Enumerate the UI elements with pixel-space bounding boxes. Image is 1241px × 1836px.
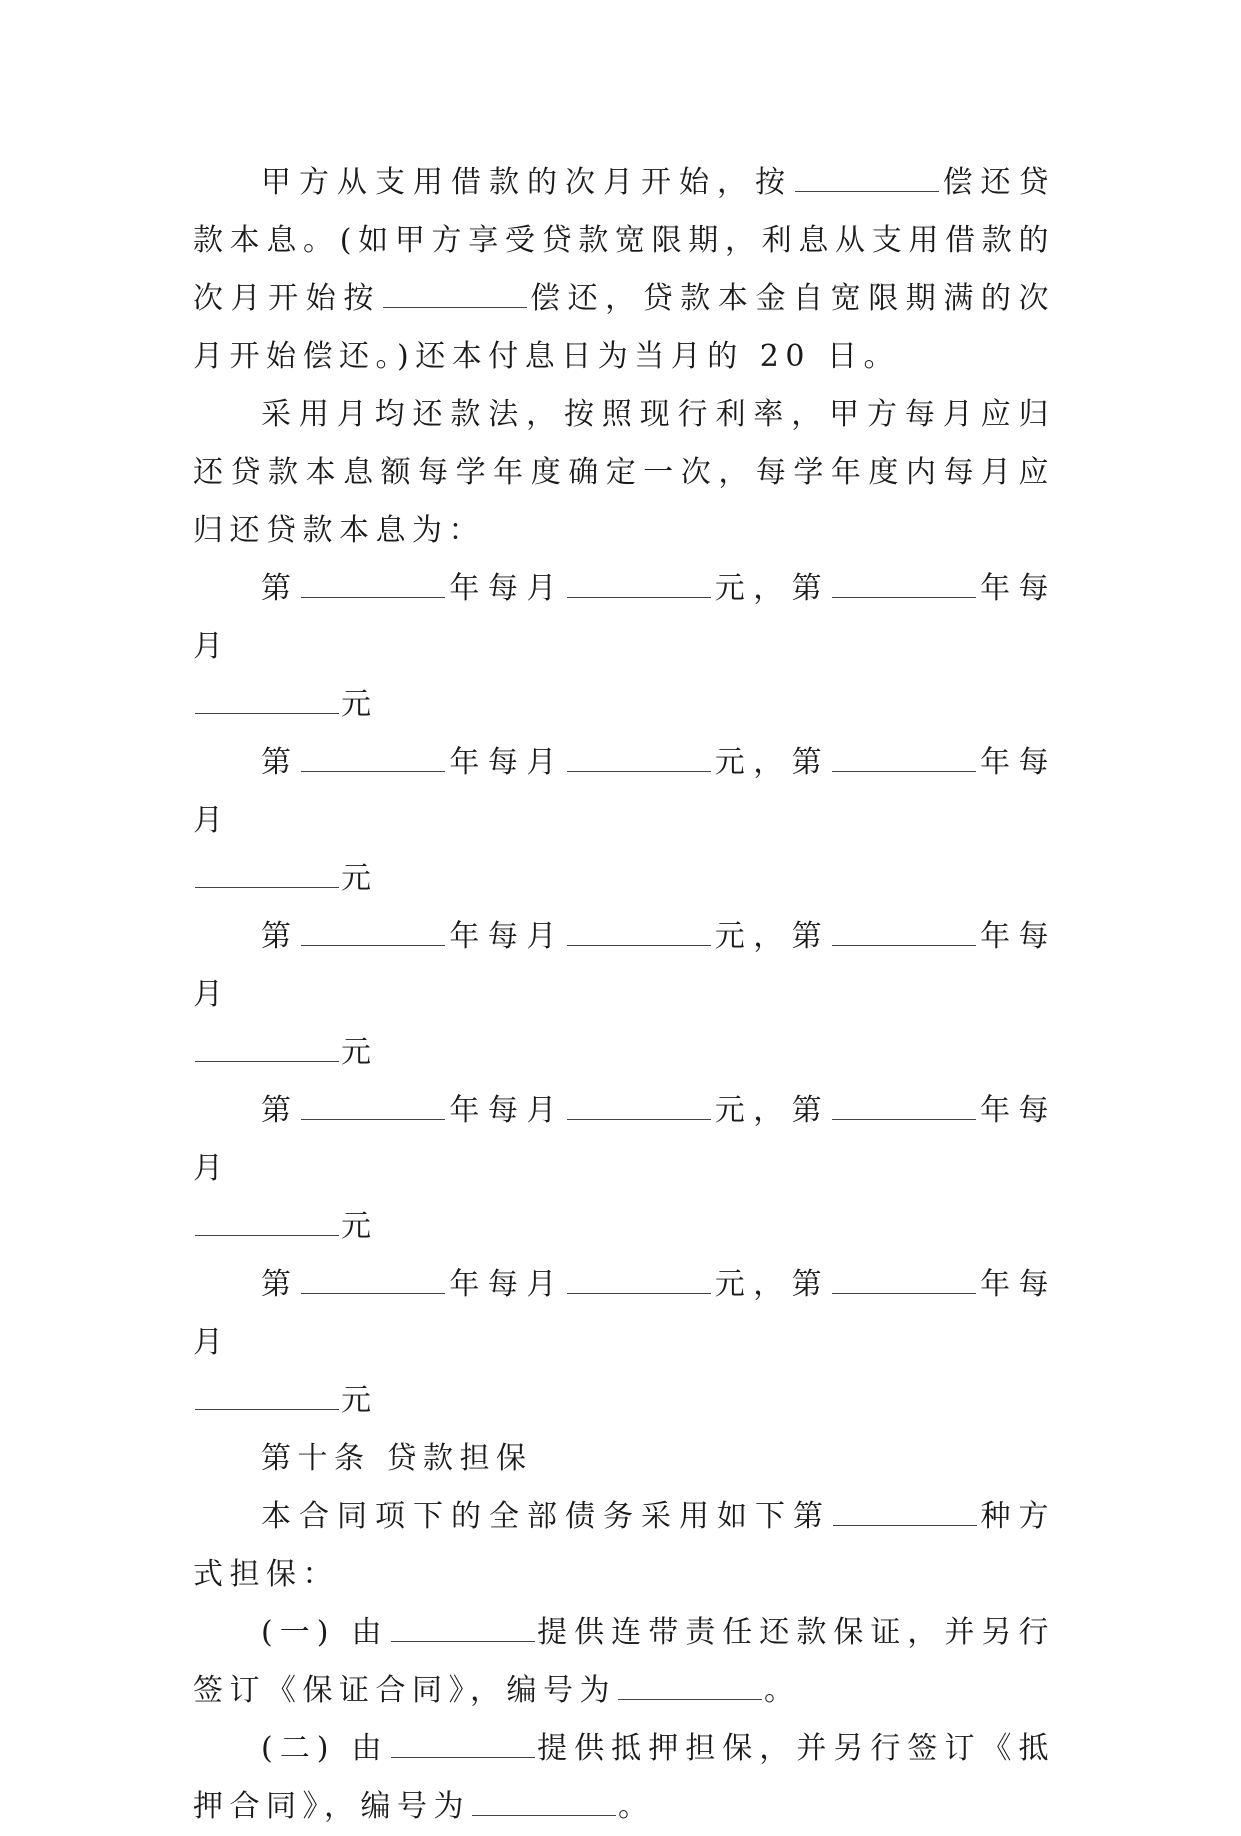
text: 提供抵押担保，并另行签订《抵押合同》，编号为	[193, 1731, 1056, 1824]
blank-field[interactable]	[195, 863, 339, 888]
text: 第	[261, 1267, 300, 1302]
text: 年每月	[447, 1267, 565, 1302]
text: 年每月	[447, 919, 565, 954]
text: 年每月	[447, 1093, 565, 1128]
blank-field[interactable]	[301, 921, 445, 946]
text: 第	[791, 571, 831, 606]
text: 元	[341, 1035, 378, 1070]
blank-field[interactable]	[832, 1095, 976, 1120]
blank-field[interactable]	[301, 1095, 445, 1120]
guarantee-item-1	[193, 1604, 1055, 1720]
payment-line-cont	[193, 676, 1055, 734]
text: 元	[341, 1383, 378, 1418]
blank-field[interactable]	[195, 689, 339, 714]
blank-field[interactable]	[383, 283, 527, 308]
text: 第	[791, 1093, 831, 1128]
blank-field[interactable]	[301, 747, 445, 772]
text: 年每月	[193, 1267, 1056, 1360]
blank-field[interactable]	[832, 1269, 976, 1294]
text: 第	[261, 745, 300, 780]
text: 元	[341, 1209, 378, 1244]
payment-row-4	[193, 1082, 1055, 1256]
text: 年每月	[193, 571, 1056, 664]
blank-field[interactable]	[195, 1385, 339, 1410]
guarantee-item-2	[193, 1720, 1055, 1836]
monthly-payment-paragraph: 采用月均还款法，按照现行利率，甲方每月应归还贷款本息额每学年度确定一次，每学年度内每月应归还贷款本息为：	[193, 397, 1055, 548]
repayment-schedule-paragraph	[193, 154, 1055, 386]
text: 年每月	[193, 919, 1056, 1012]
blank-field[interactable]	[391, 1617, 535, 1642]
article-10-title: 第十条 贷款担保	[261, 1441, 533, 1476]
text: 第	[261, 571, 300, 606]
text: 年每月	[193, 745, 1056, 838]
blank-field[interactable]	[195, 1037, 339, 1062]
text: (一) 由	[261, 1615, 389, 1650]
text: 第	[261, 1093, 300, 1128]
blank-field[interactable]	[832, 921, 976, 946]
text: 甲方从支用借款的次月开始，按	[261, 165, 793, 200]
blank-field[interactable]	[567, 573, 711, 598]
text: 年每月	[447, 571, 565, 606]
text: 偿还贷款本息。(如甲方享受贷款宽限期，利息从支用借款的次月开始按	[193, 165, 1055, 316]
payment-line	[193, 1082, 1055, 1198]
payment-line	[193, 908, 1055, 1024]
payment-row-5	[193, 1256, 1055, 1430]
text: 本合同项下的全部债务采用如下第	[261, 1499, 831, 1534]
blank-field[interactable]	[567, 1095, 711, 1120]
text: 第	[791, 1267, 831, 1302]
payment-line	[193, 734, 1055, 850]
text: (二) 由	[261, 1731, 389, 1766]
blank-field[interactable]	[567, 1269, 711, 1294]
text: 元，	[712, 1267, 792, 1302]
text: 元，	[712, 919, 792, 954]
payment-line-cont	[193, 1372, 1055, 1430]
text: 。	[764, 1673, 801, 1708]
payment-line-cont	[193, 850, 1055, 908]
blank-field[interactable]	[832, 747, 976, 772]
blank-field[interactable]	[833, 1501, 977, 1526]
payment-line	[193, 1256, 1055, 1372]
text: 元	[341, 687, 378, 722]
text: 。	[618, 1789, 655, 1824]
blank-field[interactable]	[195, 1211, 339, 1236]
text: 第	[261, 919, 300, 954]
blank-field[interactable]	[567, 747, 711, 772]
payment-row-2	[193, 734, 1055, 908]
text: 第	[791, 745, 831, 780]
text: 元，	[712, 1093, 792, 1128]
text: 种方式担保：	[193, 1499, 1055, 1592]
text: 元，	[712, 745, 792, 780]
text: 年每月	[447, 745, 565, 780]
text: 第	[791, 919, 831, 954]
text: 元，	[712, 571, 792, 606]
blank-field[interactable]	[567, 921, 711, 946]
blank-field[interactable]	[391, 1733, 535, 1758]
blank-field[interactable]	[832, 573, 976, 598]
blank-field[interactable]	[618, 1675, 762, 1700]
payment-line-cont	[193, 1024, 1055, 1082]
blank-field[interactable]	[301, 573, 445, 598]
text: 提供连带责任还款保证，并另行签订《保证合同》，编号为	[193, 1615, 1056, 1708]
blank-field[interactable]	[795, 167, 939, 192]
payment-row-3	[193, 908, 1055, 1082]
payment-line	[193, 560, 1055, 676]
document-page	[193, 154, 1055, 1836]
text: 元	[341, 861, 378, 896]
payment-row-1	[193, 560, 1055, 734]
guarantee-method-paragraph	[193, 1488, 1055, 1604]
payment-line-cont	[193, 1198, 1055, 1256]
blank-field[interactable]	[301, 1269, 445, 1294]
text: 年每月	[193, 1093, 1056, 1186]
blank-field[interactable]	[472, 1791, 616, 1816]
text: 偿还，贷款本金自宽限期满的次月开始偿还。)还本付息日为当月的 20 日。	[193, 281, 1056, 374]
